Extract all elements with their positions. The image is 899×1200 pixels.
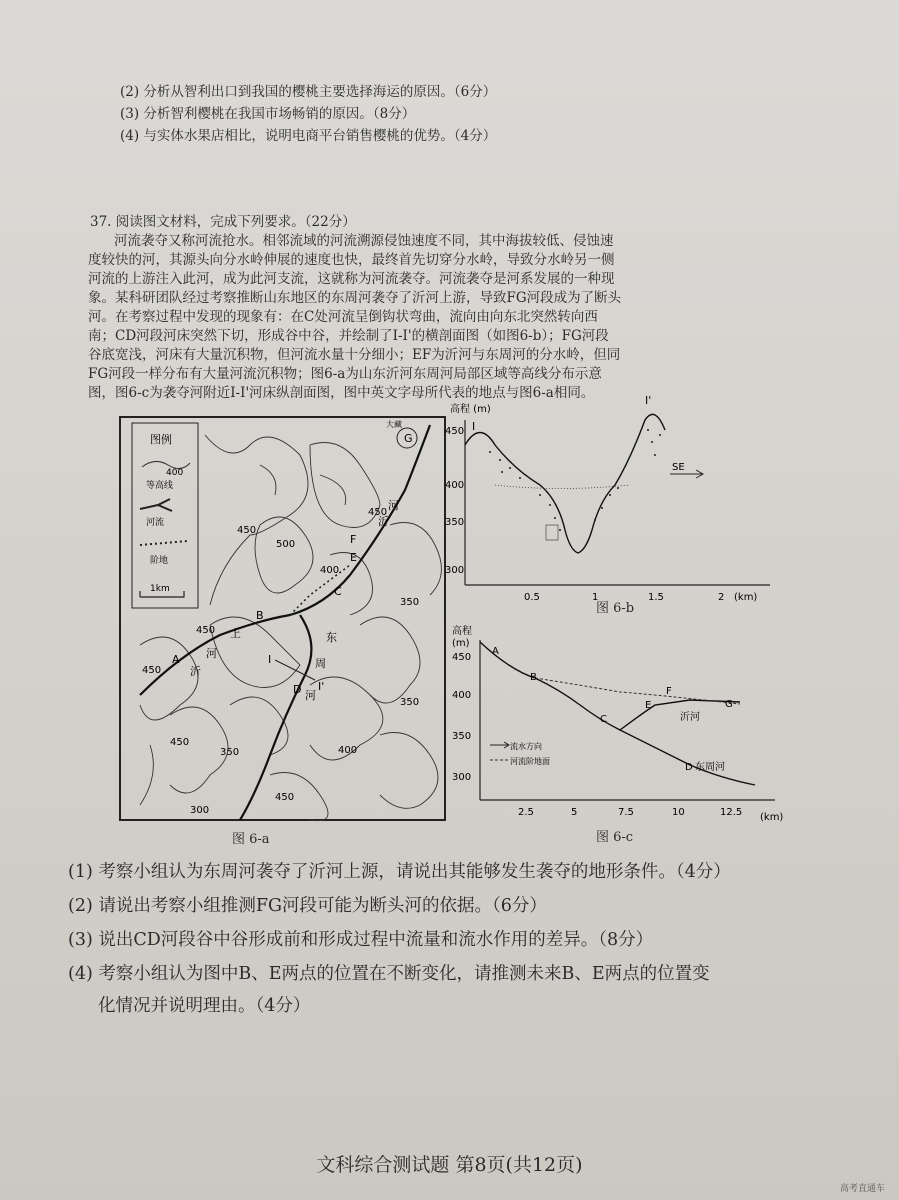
- figure-6c-longitudinal-profile: [440, 620, 790, 825]
- contour-label: 300: [190, 805, 210, 816]
- question-37-4-cont: 化情况并说明理由。（4分）: [98, 996, 311, 1016]
- question-36-2: (2) 分析从智利出口到我国的樱桃主要选择海运的原因。（6分）: [120, 84, 497, 100]
- legend-terrace-label: 阶地: [150, 556, 169, 566]
- material-line: 度较快的河，其源头向分水岭伸展的速度也快，最终首先切穿分水岭，导致分水岭另一侧: [88, 252, 615, 268]
- fig6c-xtick: 7.5: [618, 807, 634, 818]
- fig6b-xtick: 2: [718, 592, 725, 603]
- fig6b-profile: [465, 414, 665, 553]
- fig6b-xunit: (km): [734, 592, 758, 603]
- question-37-4: (4) 考察小组认为图中B、E两点的位置在不断变化，请推测未来B、E两点的位置变: [68, 964, 710, 984]
- material-line: FG河段一样分布有大量河流沉积物；图6-a为山东沂河东周河局部区域等高线分布示意: [88, 366, 602, 382]
- material-line: 河流的上游注入此河，成为此河支流，这就称为河流袭夺。河流袭夺是河系发展的一种现: [88, 271, 615, 287]
- watermark: 高考直通车: [839, 1184, 885, 1194]
- contour-label: 450: [196, 625, 216, 636]
- point-I: I: [268, 653, 272, 666]
- fig6b-xtick: 1.5: [648, 592, 664, 603]
- point-D: D: [293, 683, 302, 696]
- fig6c-point-E: E: [645, 700, 652, 711]
- legend-river-label: 河流: [146, 518, 165, 528]
- fig6c-xunit: (km): [760, 812, 784, 823]
- fig6c-point-G: G: [725, 699, 733, 710]
- legend-terrace-symbol: [140, 541, 188, 545]
- fig6c-xtick: 2.5: [518, 807, 534, 818]
- figure-6b-caption: 图 6-b: [596, 601, 635, 616]
- fig6b-xtick: 0.5: [524, 592, 540, 603]
- point-F: F: [350, 533, 357, 546]
- contour-label: 400: [338, 745, 358, 756]
- legend-river-symbol: [140, 499, 172, 511]
- material-line: 河。在考察过程中发现的现象有：在C处河流呈倒钩状弯曲，流向由向东北突然转向西: [88, 309, 598, 325]
- river-char: 河: [305, 689, 316, 702]
- fig6b-ytick: 450: [445, 426, 465, 437]
- river-char: 东: [326, 631, 337, 644]
- figure-6c-caption: 图 6-c: [596, 830, 634, 845]
- fig6b-ytick: 350: [445, 517, 465, 528]
- question-37-heading: 37. 阅读图文材料，完成下列要求。（22分）: [90, 214, 356, 230]
- river-char: 河: [388, 499, 399, 512]
- page-footer: 文科综合测试题 第8页(共12页): [316, 1154, 583, 1176]
- figure-6a-map: [110, 405, 450, 850]
- contour-label: 350: [220, 747, 240, 758]
- question-36-4: (4) 与实体水果店相比，说明电商平台销售樱桃的优势。（4分）: [120, 128, 497, 144]
- point-I-prime: I': [318, 680, 325, 693]
- fig6b-ytick: 300: [445, 565, 465, 576]
- contour-label: 350: [400, 697, 420, 708]
- river-char: 周: [315, 657, 326, 670]
- river-char: 上: [230, 627, 241, 640]
- river-char: 沂: [190, 665, 201, 678]
- contour-label: 350: [400, 597, 420, 608]
- legend-title: 图例: [150, 433, 172, 446]
- material-line: 图，图6-c为袭夺河附近I-I'河床纵剖面图，图中英文字母所代表的地点与图6-a相同。: [88, 385, 595, 401]
- contour-lines: [140, 435, 441, 821]
- point-B: B: [256, 609, 264, 622]
- point-E: E: [350, 551, 357, 564]
- contour-label: 450: [368, 507, 388, 518]
- dongzhou-river: [240, 615, 311, 820]
- material-line: 谷底宽浅，河床有大量沉积物，但河流水量十分细小；EF为沂河与东周河的分水岭，但同: [88, 347, 621, 363]
- scale-label: 1km: [150, 584, 170, 594]
- legend-contour-value: 400: [166, 468, 184, 478]
- fig6c-xtick: 12.5: [720, 807, 743, 818]
- fig6c-ylabel-unit: (m): [452, 638, 470, 649]
- fig6c-ylabel: 高程: [452, 626, 472, 637]
- contour-label: 450: [237, 525, 257, 536]
- contour-label: 450: [142, 665, 162, 676]
- river-char: 河: [206, 647, 217, 660]
- fig6c-legend-flow: 流水方向: [510, 742, 542, 751]
- fig6c-label-yi: 沂河: [680, 712, 700, 723]
- fig6b-terrace-line: [495, 485, 630, 489]
- question-37-3: (3) 说出CD河段谷中谷形成前和形成过程中流量和流水作用的差异。（8分）: [68, 930, 654, 950]
- figure-6b-cross-section: [440, 390, 780, 620]
- fig6c-xtick: 10: [672, 807, 685, 818]
- fig6c-ytick: 450: [452, 652, 472, 663]
- question-36-3: (3) 分析智利樱桃在我国市场畅销的原因。（8分）: [120, 106, 416, 122]
- river-char: 沂: [378, 515, 389, 528]
- point-G: G: [404, 432, 413, 445]
- fig6c-legend-terrace: 河流阶地面: [510, 757, 550, 766]
- fig6b-ylabel: 高程 (m): [450, 404, 491, 415]
- fig6c-terrace-profile: [535, 678, 740, 704]
- material-line: 象。某科研团队经过考察推断山东地区的东周河袭夺了沂河上游，导致FG河段成为了断头: [88, 290, 622, 306]
- fig6c-ytick: 400: [452, 690, 472, 701]
- fig6c-point-A: A: [492, 646, 499, 657]
- contour-label: 400: [320, 565, 340, 576]
- fig6b-point-I: I: [472, 420, 476, 433]
- material-line: 河流袭夺又称河流抢水。相邻流域的河流溯源侵蚀速度不同，其中海拔较低、侵蚀速: [114, 233, 614, 249]
- question-37-2: (2) 请说出考察小组推测FG河段可能为断头河的依据。（6分）: [68, 896, 547, 916]
- question-37-material: [88, 232, 788, 403]
- fig6b-point-I-prime: I': [645, 394, 652, 407]
- village-label: 大藏: [386, 420, 402, 429]
- fig6b-hatch: [546, 525, 558, 540]
- point-A: A: [172, 653, 180, 666]
- legend-contour-label: 等高线: [146, 481, 174, 491]
- fig6c-point-F: F: [666, 686, 672, 697]
- fig6c-xtick: 5: [571, 807, 578, 818]
- figure-6a-caption: 图 6-a: [232, 832, 270, 847]
- fig6b-xtick: 1: [592, 592, 599, 603]
- yi-river: [140, 425, 430, 695]
- contour-label: 500: [276, 539, 296, 550]
- fig6c-point-B: B: [530, 672, 537, 683]
- fig6c-ytick: 300: [452, 772, 472, 783]
- fig6c-point-D: D: [685, 762, 693, 773]
- fig6b-direction: SE: [672, 462, 685, 473]
- fig6c-point-C: C: [600, 714, 607, 725]
- fig6c-ytick: 350: [452, 731, 472, 742]
- fig6b-ytick: 400: [445, 480, 465, 491]
- contour-label: 450: [275, 792, 295, 803]
- fig6c-label-dz: 东周河: [695, 762, 725, 773]
- point-C: C: [334, 585, 342, 598]
- question-37-1: (1) 考察小组认为东周河袭夺了沂河上源，请说出其能够发生袭夺的地形条件。（4分）: [68, 862, 731, 882]
- material-line: 南；CD河段河床突然下切，形成谷中谷，并绘制了I-I'的横剖面图（如图6-b）；FG河段: [88, 328, 609, 344]
- contour-label: 450: [170, 737, 190, 748]
